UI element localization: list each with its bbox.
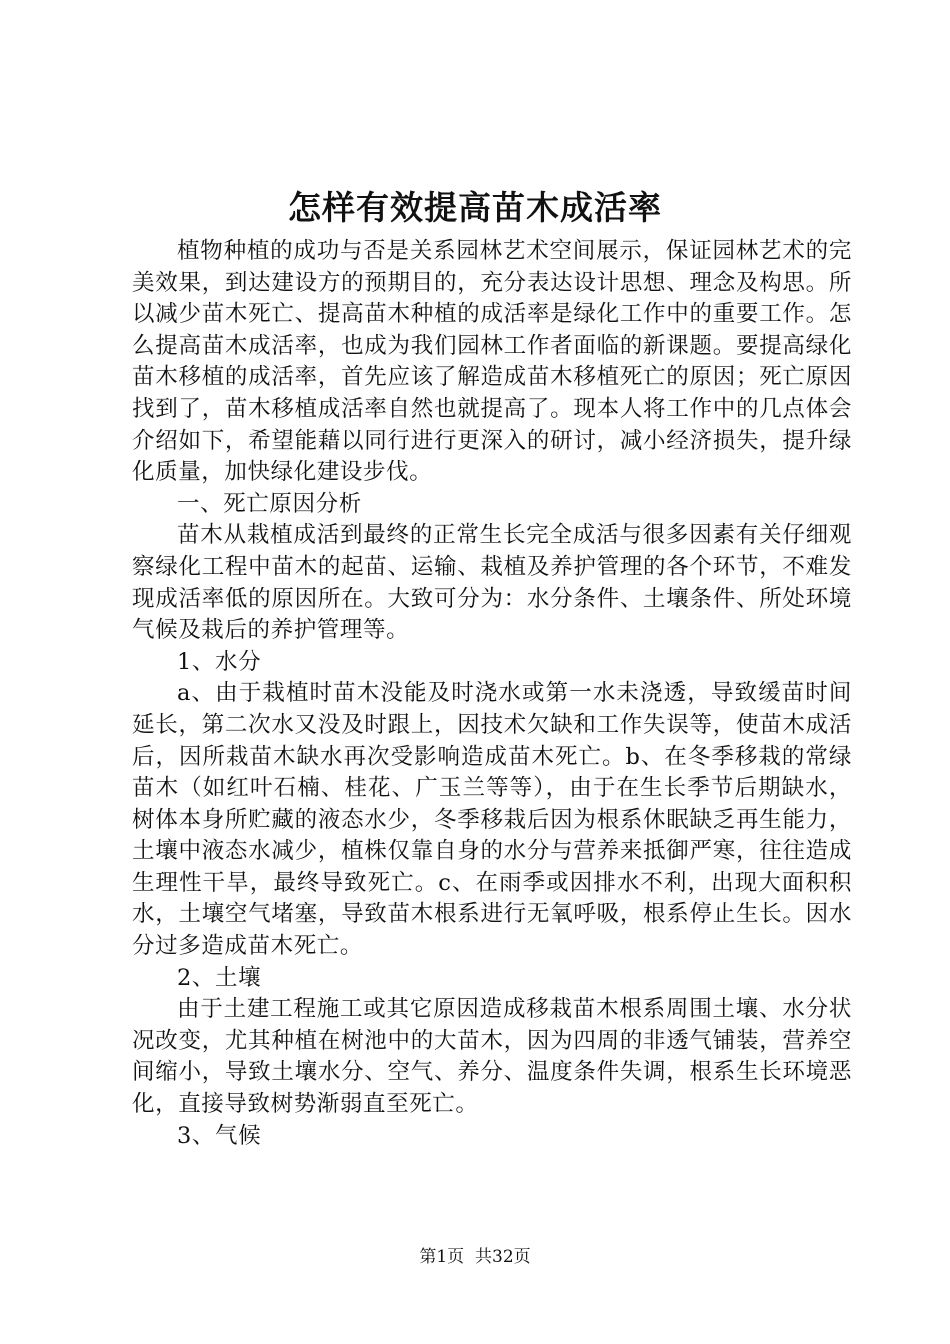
subheading-climate: 3、气候 [177, 1122, 262, 1149]
page-total: 共32页 [475, 1247, 531, 1267]
subheading-water: 1、水分 [177, 648, 262, 675]
document-title: 怎样有效提高苗木成活率 [288, 188, 662, 227]
page-number: 第1页 [419, 1247, 465, 1267]
page-footer [0, 1246, 950, 1268]
water-paragraph: a、由于栽植时苗木没能及时浇水或第一水未浇透，导致缓苗时间延长，第二次水又没及时跟上，因技术欠缺和工作失误等，使苗木成活后，因所栽苗木缺水再次受影响造成苗木死亡。b、在冬季移栽的常绿苗木（如红叶石楠、桂花、广玉兰等等），由于在生长季节后期缺水，树体本身所贮藏的液态水少，冬季移栽后因为根系休眠缺乏再生能力，土壤中液态水减少，植株仅靠自身的水分与营养来抵御严寒，往往造成生理性干旱，最终导致死亡。c、在雨季或因排水不利，出现大面积积水，土壤空气堵塞，导致苗木根系进行无氧呼吸，根系停止生长。因水分过多造成苗木死亡。 [132, 680, 852, 960]
subheading-soil: 2、土壤 [177, 964, 262, 991]
document-body [132, 236, 852, 1152]
section-heading-death-causes: 一、死亡原因分析 [177, 490, 362, 517]
soil-paragraph: 由于土建工程施工或其它原因造成移栽苗木根系周围土壤、水分状况改变，尤其种植在树池中的大苗木，因为四周的非透气铺装，营养空间缩小，导致土壤水分、空气、养分、温度条件失调，根系生长环境恶化，直接导致树势渐弱直至死亡。 [132, 996, 852, 1118]
causes-paragraph: 苗木从栽植成活到最终的正常生长完全成活与很多因素有关仔细观察绿化工程中苗木的起苗、运输、栽植及养护管理的各个环节，不难发现成活率低的原因所在。大致可分为：水分条件、土壤条件、所处环境气候及栽后的养护管理等。 [132, 522, 852, 644]
intro-paragraph: 植物种植的成功与否是关系园林艺术空间展示，保证园林艺术的完美效果，到达建设方的预期目的，充分表达设计思想、理念及构思。所以减少苗木死亡、提高苗木种植的成活率是绿化工作中的重要工作。怎么提高苗木成活率，也成为我们园林工作者面临的新课题。要提高绿化苗木移植的成活率，首先应该了解造成苗木移植死亡的原因；死亡原因找到了，苗木移植成活率自然也就提高了。现本人将工作中的几点体会介绍如下，希望能藉以同行进行更深入的研讨，减小经济损失，提升绿化质量，加快绿化建设步伐。 [132, 238, 852, 486]
